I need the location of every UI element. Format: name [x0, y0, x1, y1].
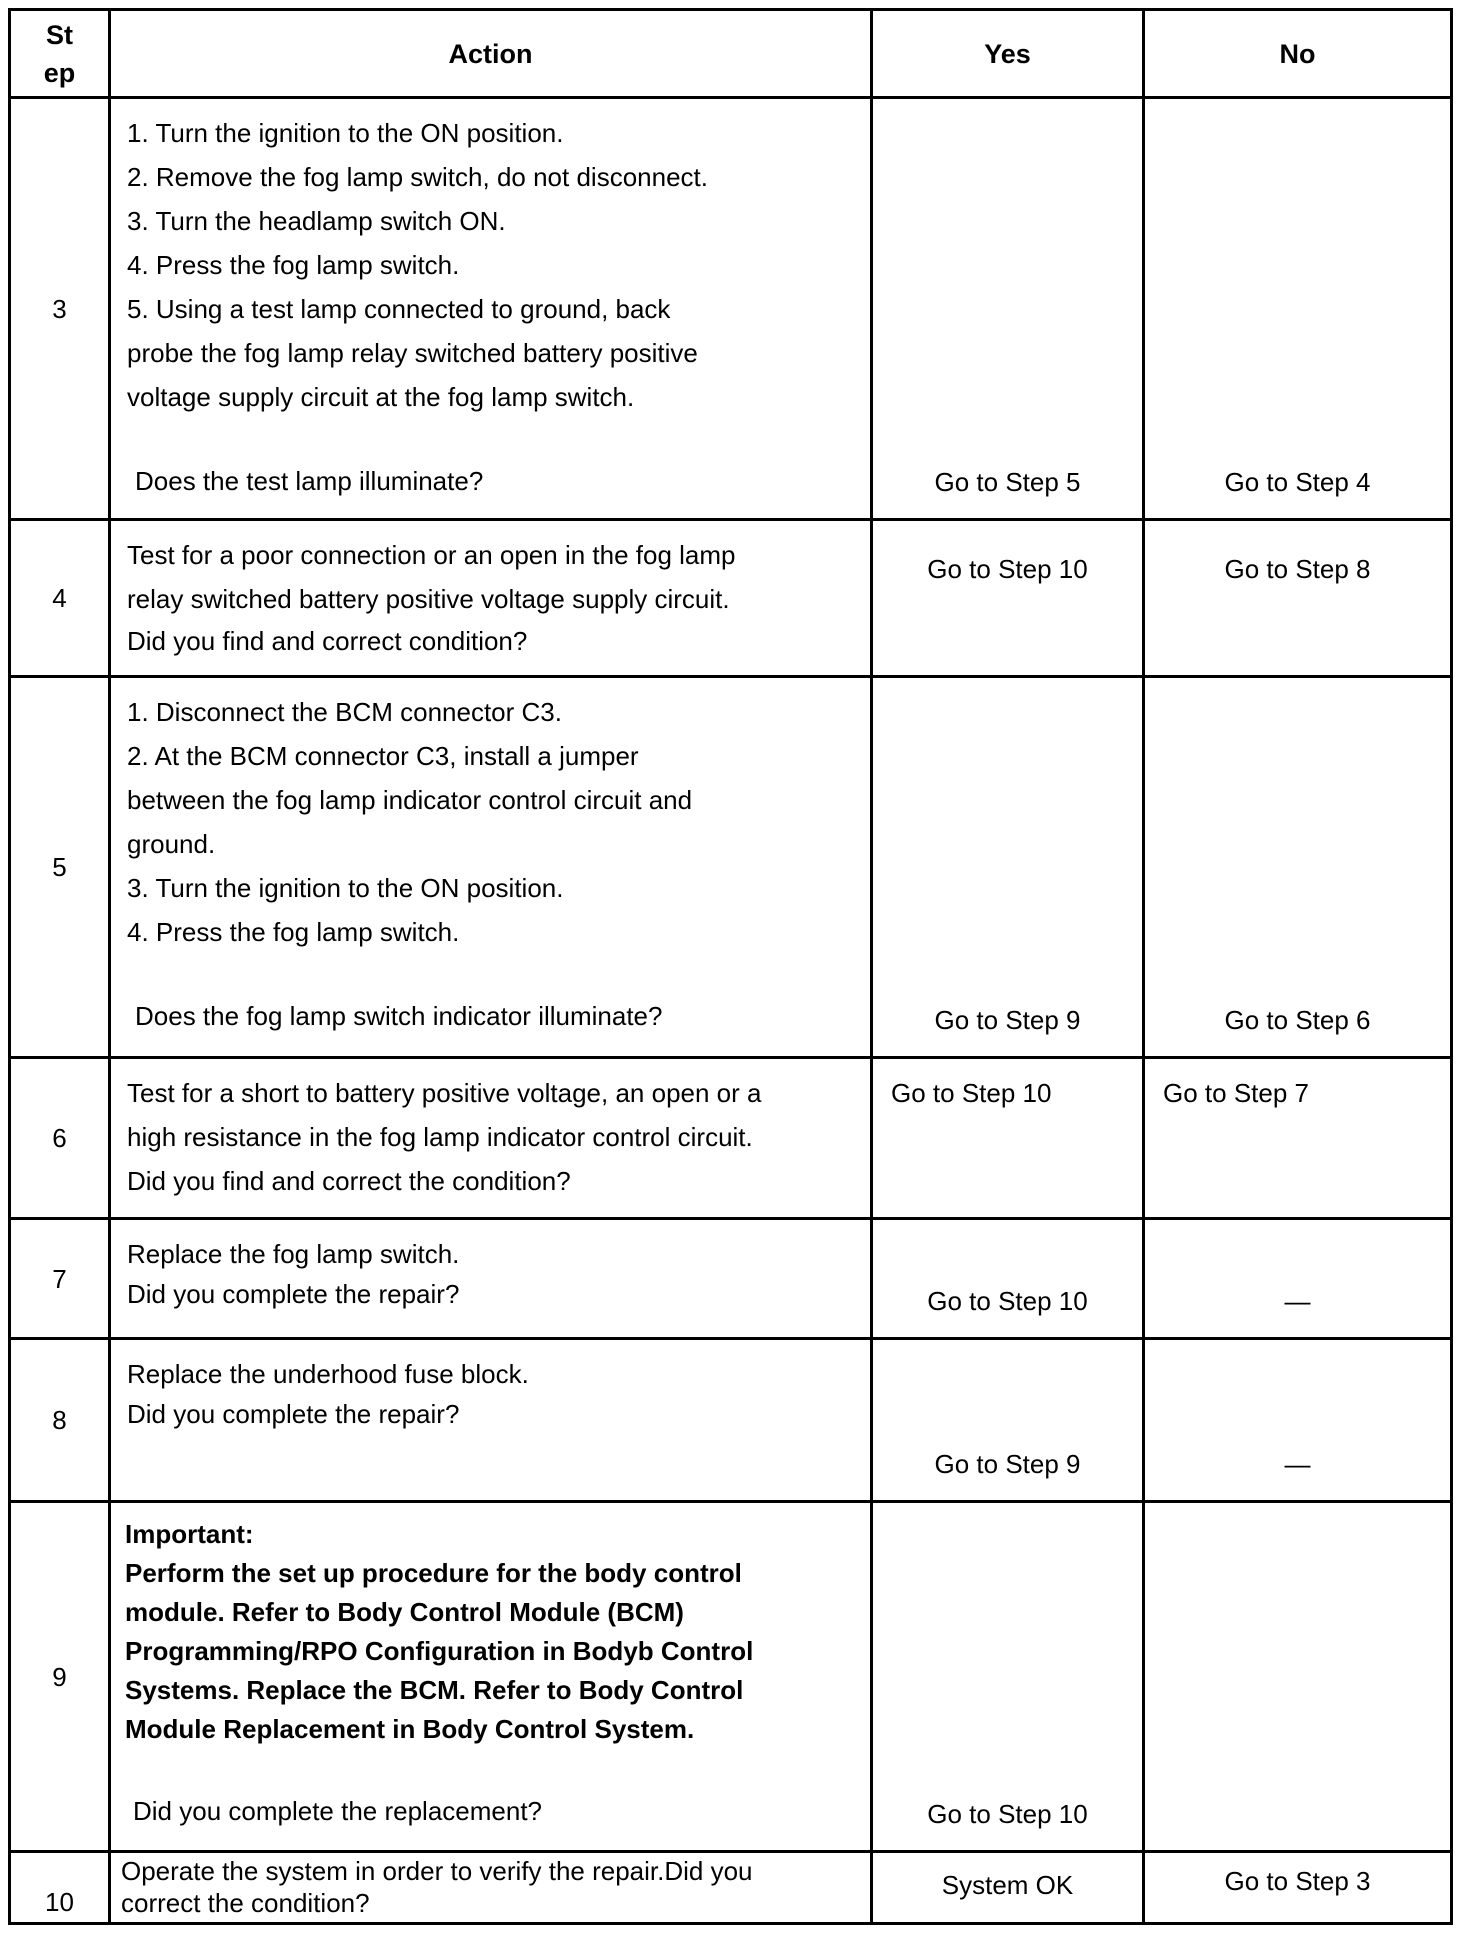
action-cell: Test for a short to battery positive voltage, an open or a high resistance in the fog lamp indicator control circuit. Did you find and correct the condition? — [110, 1058, 872, 1219]
action-cell: 1. Disconnect the BCM connector C3. 2. At the BCM connector C3, install a jumper between the fog lamp indicator control circuit and ground. 3. Turn the ignition to the ON position. 4. Press the fog lamp switch. Does the fog lamp switch indicator illuminate? — [110, 677, 872, 1058]
yes-cell: Go to Step 9 — [872, 677, 1144, 1058]
header-step: St ep — [10, 10, 110, 98]
question: Does the fog lamp switch indicator illuminate? — [135, 1001, 663, 1031]
table-row — [10, 1852, 1452, 1924]
action-cell: Test for a poor connection or an open in the fog lamp relay switched battery positive voltage supply circuit. Did you find and correct condition? — [110, 520, 872, 677]
yes-cell: Go to Step 10 — [872, 520, 1144, 677]
header-no: No — [1144, 10, 1452, 98]
action-cell: Operate the system in order to verify the repair.Did you correct the condition? — [110, 1852, 872, 1924]
step-number: 7 — [10, 1219, 110, 1339]
action-cell: Replace the underhood fuse block. Did you complete the repair? — [110, 1339, 872, 1502]
no-cell — [1144, 1339, 1452, 1502]
question: Does the test lamp illuminate? — [135, 466, 484, 496]
action-cell: Replace the fog lamp switch. Did you complete the repair? — [110, 1219, 872, 1339]
yes-cell: Go to Step 10 — [872, 1058, 1144, 1219]
header-action: Action — [110, 10, 872, 98]
dash-mark: — — [1284, 1449, 1311, 1479]
table-row — [10, 98, 1452, 520]
table-row — [10, 1058, 1452, 1219]
no-cell — [1144, 1502, 1452, 1852]
yes-cell: Go to Step 9 — [872, 1339, 1144, 1502]
yes-cell: Go to Step 5 — [872, 98, 1144, 520]
table-row — [10, 1219, 1452, 1339]
yes-cell: System OK — [872, 1852, 1144, 1924]
question: Did you complete the repair? — [127, 1279, 460, 1309]
question: Did you complete the repair? — [127, 1399, 460, 1429]
no-cell: Go to Step 6 — [1144, 677, 1452, 1058]
yes-cell: Go to Step 10 — [872, 1502, 1144, 1852]
action-cell: Important: Perform the set up procedure for the body control module. Refer to Body Control Module (BCM) Programming/RPO Configuration in Bodyb Control Systems. Replace the BCM. Refer to Body Control Module Replacement in Body Control System. Did you complete the replacement? — [110, 1502, 872, 1852]
step-number: 6 — [10, 1058, 110, 1219]
step-number: 5 — [10, 677, 110, 1058]
step-number: 3 — [10, 98, 110, 520]
step-number: 10 — [10, 1852, 110, 1924]
no-cell — [1144, 1219, 1452, 1339]
no-cell: Go to Step 4 — [1144, 98, 1452, 520]
table-row — [10, 1502, 1452, 1852]
diagnostic-table — [8, 8, 1453, 1925]
no-cell: Go to Step 8 — [1144, 520, 1452, 677]
step-number: 4 — [10, 520, 110, 677]
no-cell: Go to Step 3 — [1144, 1852, 1452, 1924]
table-row — [10, 520, 1452, 677]
action-cell: 1. Turn the ignition to the ON position. 2. Remove the fog lamp switch, do not disconnect. 3. Turn the headlamp switch ON. 4. Press the fog lamp switch. 5. Using a test lamp connected to ground, back probe the fog lamp relay switched battery positive voltage supply circuit at the fog lamp switch. Does the test lamp illuminate? — [110, 98, 872, 520]
header-row — [10, 10, 1452, 98]
step-number: 9 — [10, 1502, 110, 1852]
no-cell: Go to Step 7 — [1144, 1058, 1452, 1219]
header-yes: Yes — [872, 10, 1144, 98]
table-row — [10, 677, 1452, 1058]
dash-mark: — — [1284, 1286, 1311, 1316]
table-row — [10, 1339, 1452, 1502]
question: Did you find and correct condition? — [127, 626, 528, 656]
yes-cell: Go to Step 10 — [872, 1219, 1144, 1339]
step-number: 8 — [10, 1339, 110, 1502]
important-label: Important: — [125, 1519, 254, 1549]
question: Did you complete the replacement? — [133, 1796, 543, 1826]
